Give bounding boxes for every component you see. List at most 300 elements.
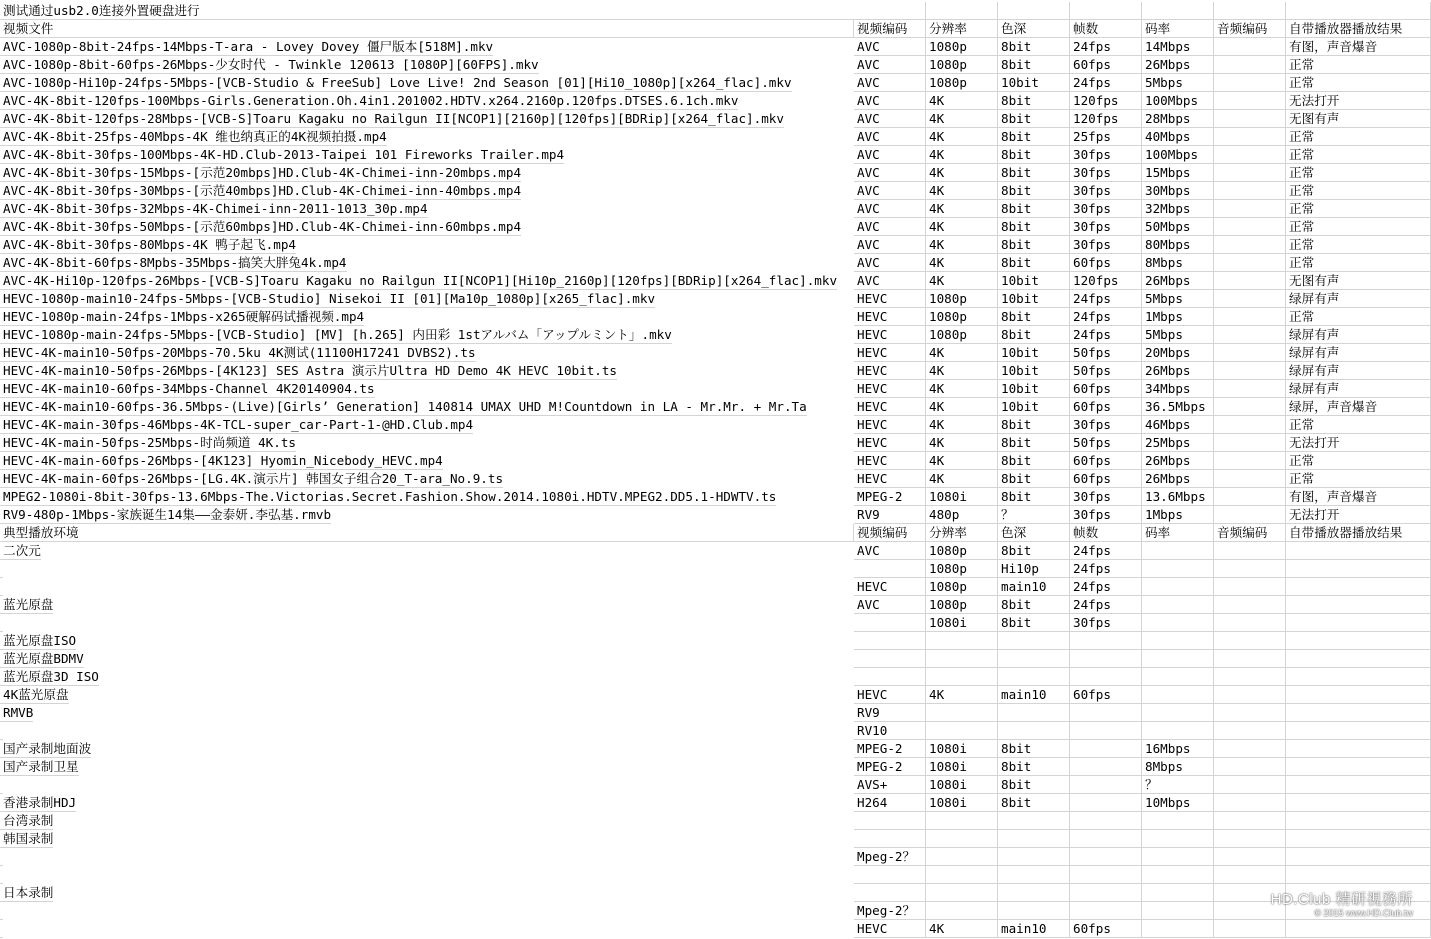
cell-resolution[interactable]: 480p [926, 506, 998, 524]
cell-result[interactable]: 正常 [1286, 56, 1431, 74]
header-bitdepth[interactable]: 色深 [998, 524, 1070, 542]
cell-bitdepth[interactable]: 10bit [998, 362, 1070, 380]
cell-file[interactable] [0, 614, 3, 632]
cell-result[interactable]: 正常 [1286, 164, 1431, 182]
cell-bitrate[interactable]: 20Mbps [1142, 344, 1214, 362]
cell-framerate[interactable]: 60fps [1070, 920, 1142, 938]
cell-framerate[interactable]: 60fps [1070, 380, 1142, 398]
cell-bitdepth[interactable]: 8bit [998, 470, 1070, 488]
header-file[interactable]: 视频文件 [0, 20, 854, 38]
cell-resolution[interactable]: 1080p [926, 56, 998, 74]
cell-codec[interactable]: AVC [854, 38, 926, 56]
cell-audio[interactable] [1214, 560, 1286, 578]
cell-bitrate[interactable]: 26Mbps [1142, 272, 1214, 290]
cell-file[interactable]: 国产录制地面波 [0, 740, 91, 758]
cell-resolution[interactable]: 4K [926, 434, 998, 452]
cell-audio[interactable] [1214, 146, 1286, 164]
sheet-title[interactable]: 测试通过usb2.0连接外置硬盘进行 [0, 2, 854, 20]
cell-bitrate[interactable]: 30Mbps [1142, 182, 1214, 200]
cell-resolution[interactable]: 4K [926, 398, 998, 416]
cell-bitrate[interactable]: 32Mbps [1142, 200, 1214, 218]
cell-result[interactable]: 绿屏有声 [1286, 290, 1431, 308]
cell-resolution[interactable]: 1080p [926, 578, 998, 596]
cell-bitrate[interactable]: 5Mbps [1142, 74, 1214, 92]
cell-result[interactable] [1286, 848, 1431, 866]
cell-result[interactable]: 正常 [1286, 200, 1431, 218]
header-result[interactable]: 自带播放器播放结果 [1286, 524, 1431, 542]
cell-resolution[interactable]: 4K [926, 380, 998, 398]
cell-bitdepth[interactable]: 8bit [998, 218, 1070, 236]
cell-file[interactable]: 台湾录制 [0, 812, 53, 830]
cell-codec[interactable] [854, 884, 926, 902]
cell-framerate-blank[interactable] [1070, 2, 1142, 20]
cell-audio[interactable] [1214, 398, 1286, 416]
cell-codec[interactable]: AVC [854, 596, 926, 614]
cell-codec[interactable] [854, 614, 926, 632]
cell-result[interactable] [1286, 830, 1431, 848]
cell-bitrate[interactable]: 8Mbps [1142, 254, 1214, 272]
cell-bitdepth[interactable] [998, 650, 1070, 668]
cell-bitrate[interactable]: 34Mbps [1142, 380, 1214, 398]
cell-codec[interactable]: HEVC [854, 362, 926, 380]
cell-codec[interactable]: RV9 [854, 506, 926, 524]
cell-file[interactable] [0, 920, 3, 938]
cell-file[interactable]: 蓝光原盘ISO [0, 632, 76, 650]
cell-framerate[interactable] [1070, 884, 1142, 902]
cell-file[interactable]: AVC-1080p-8bit-60fps-26Mbps-少女时代 - Twinkle 120613 [1080P][60FPS].mkv [0, 56, 539, 74]
cell-file[interactable]: AVC-4K-8bit-30fps-50Mbps-[示范60mbps]HD.Club-4K-Chimei-inn-60mbps.mp4 [0, 218, 521, 236]
cell-bitrate[interactable]: 5Mbps [1142, 326, 1214, 344]
cell-bitrate[interactable]: 26Mbps [1142, 56, 1214, 74]
cell-audio[interactable] [1214, 812, 1286, 830]
cell-bitrate[interactable]: 100Mbps [1142, 146, 1214, 164]
cell-resolution[interactable] [926, 866, 998, 884]
cell-framerate[interactable]: 120fps [1070, 272, 1142, 290]
cell-bitrate[interactable] [1142, 884, 1214, 902]
cell-audio[interactable] [1214, 182, 1286, 200]
cell-file[interactable] [0, 848, 3, 866]
cell-audio[interactable] [1214, 506, 1286, 524]
cell-result[interactable] [1286, 920, 1431, 938]
cell-bitdepth[interactable]: 8bit [998, 182, 1070, 200]
cell-result[interactable]: 绿屏有声 [1286, 362, 1431, 380]
cell-framerate[interactable]: 30fps [1070, 200, 1142, 218]
cell-bitdepth[interactable] [998, 866, 1070, 884]
cell-resolution[interactable]: 4K [926, 218, 998, 236]
cell-framerate[interactable] [1070, 866, 1142, 884]
cell-framerate[interactable] [1070, 848, 1142, 866]
cell-resolution[interactable]: 1080i [926, 776, 998, 794]
cell-framerate[interactable]: 120fps [1070, 110, 1142, 128]
cell-file[interactable]: 国产录制卫星 [0, 758, 79, 776]
cell-audio[interactable] [1214, 632, 1286, 650]
cell-framerate[interactable]: 30fps [1070, 488, 1142, 506]
cell-framerate[interactable]: 60fps [1070, 254, 1142, 272]
cell-audio[interactable] [1214, 614, 1286, 632]
cell-result[interactable] [1286, 542, 1431, 560]
cell-bitrate[interactable] [1142, 848, 1214, 866]
cell-file[interactable]: HEVC-1080p-main-24fps-5Mbps-[VCB-Studio] [MV] [h.265] 内田彩 1stアルバム「アップルミント」.mkv [0, 326, 672, 344]
cell-file[interactable]: HEVC-1080p-main10-24fps-5Mbps-[VCB-Studio] Nisekoi II [01][Ma10p_1080p][x265_flac].mkv [0, 290, 655, 308]
header-bitrate[interactable]: 码率 [1142, 524, 1214, 542]
cell-resolution[interactable]: 4K [926, 470, 998, 488]
cell-resolution[interactable]: 4K [926, 146, 998, 164]
cell-resolution[interactable]: 1080p [926, 74, 998, 92]
cell-codec[interactable]: AVC [854, 254, 926, 272]
cell-result[interactable]: 无图有声 [1286, 110, 1431, 128]
cell-result[interactable]: 正常 [1286, 146, 1431, 164]
cell-codec[interactable]: AVC [854, 146, 926, 164]
cell-file[interactable]: AVC-1080p-Hi10p-24fps-5Mbps-[VCB-Studio & FreeSub] Love Live! 2nd Season [01][Hi10_1080p][x264_flac].mkv [0, 74, 792, 92]
cell-bitrate[interactable]: 15Mbps [1142, 164, 1214, 182]
cell-audio[interactable] [1214, 722, 1286, 740]
header-codec[interactable]: 视频编码 [854, 524, 926, 542]
cell-resolution[interactable] [926, 902, 998, 920]
cell-bitdepth[interactable] [998, 632, 1070, 650]
cell-bitdepth[interactable]: 8bit [998, 146, 1070, 164]
cell-result[interactable]: 正常 [1286, 416, 1431, 434]
cell-result[interactable] [1286, 722, 1431, 740]
cell-result[interactable]: 有图，声音爆音 [1286, 488, 1431, 506]
cell-audio[interactable] [1214, 470, 1286, 488]
cell-file[interactable]: 二次元 [0, 542, 41, 560]
cell-bitrate[interactable]: 16Mbps [1142, 740, 1214, 758]
cell-framerate[interactable]: 60fps [1070, 398, 1142, 416]
cell-audio[interactable] [1214, 578, 1286, 596]
cell-codec[interactable]: AVC [854, 236, 926, 254]
cell-audio[interactable] [1214, 434, 1286, 452]
cell-result[interactable] [1286, 668, 1431, 686]
cell-file[interactable]: 日本录制 [0, 884, 53, 902]
cell-bitrate[interactable] [1142, 542, 1214, 560]
cell-framerate[interactable]: 30fps [1070, 146, 1142, 164]
cell-codec[interactable]: HEVC [854, 416, 926, 434]
cell-resolution[interactable] [926, 812, 998, 830]
cell-audio[interactable] [1214, 416, 1286, 434]
cell-codec[interactable]: AVS+ [854, 776, 926, 794]
cell-bitdepth[interactable]: 8bit [998, 164, 1070, 182]
cell-file[interactable]: MPEG2-1080i-8bit-30fps-13.6Mbps-The.Victorias.Secret.Fashion.Show.2014.1080i.HDTV.MPEG2.DD5.1-HDWTV.ts [0, 488, 776, 506]
cell-bitdepth[interactable] [998, 668, 1070, 686]
cell-bitdepth[interactable]: 10bit [998, 398, 1070, 416]
cell-result[interactable]: 正常 [1286, 128, 1431, 146]
cell-resolution[interactable]: 4K [926, 272, 998, 290]
cell-bitrate[interactable] [1142, 722, 1214, 740]
cell-codec[interactable]: AVC [854, 56, 926, 74]
cell-framerate[interactable] [1070, 650, 1142, 668]
cell-result-blank[interactable] [1286, 2, 1431, 20]
cell-file[interactable]: 香港录制HDJ [0, 794, 76, 812]
cell-framerate[interactable]: 24fps [1070, 308, 1142, 326]
cell-framerate[interactable]: 24fps [1070, 542, 1142, 560]
cell-bitrate[interactable]: 26Mbps [1142, 470, 1214, 488]
cell-resolution[interactable]: 1080p [926, 326, 998, 344]
cell-bitdepth[interactable]: 10bit [998, 290, 1070, 308]
cell-file[interactable]: 蓝光原盘 [0, 596, 53, 614]
cell-bitrate[interactable]: 50Mbps [1142, 218, 1214, 236]
cell-codec[interactable]: HEVC [854, 920, 926, 938]
cell-bitrate[interactable]: 10Mbps [1142, 794, 1214, 812]
cell-resolution[interactable]: 4K [926, 920, 998, 938]
cell-codec[interactable]: HEVC [854, 308, 926, 326]
cell-file[interactable]: HEVC-4K-main10-60fps-34Mbps-Channel 4K20140904.ts [0, 380, 375, 398]
cell-codec[interactable]: AVC [854, 542, 926, 560]
cell-bitrate[interactable]: 1Mbps [1142, 308, 1214, 326]
header-codec[interactable]: 视频编码 [854, 20, 926, 38]
cell-bitrate[interactable]: 80Mbps [1142, 236, 1214, 254]
cell-resolution[interactable]: 1080i [926, 614, 998, 632]
cell-file[interactable]: 韩国录制 [0, 830, 53, 848]
cell-bitrate[interactable] [1142, 920, 1214, 938]
cell-bitdepth[interactable]: 8bit [998, 434, 1070, 452]
cell-codec[interactable]: RV9 [854, 704, 926, 722]
cell-result[interactable]: 绿屏有声 [1286, 344, 1431, 362]
cell-bitrate[interactable] [1142, 560, 1214, 578]
cell-file[interactable]: AVC-4K-8bit-30fps-15Mbps-[示范20mbps]HD.Club-4K-Chimei-inn-20mbps.mp4 [0, 164, 521, 182]
cell-bitdepth[interactable] [998, 704, 1070, 722]
cell-result[interactable] [1286, 794, 1431, 812]
cell-result[interactable] [1286, 758, 1431, 776]
cell-bitdepth[interactable]: ？ [998, 506, 1070, 524]
cell-file[interactable]: AVC-4K-8bit-30fps-30Mbps-[示范40mbps]HD.Club-4K-Chimei-inn-40mbps.mp4 [0, 182, 521, 200]
cell-bitrate[interactable] [1142, 902, 1214, 920]
cell-result[interactable]: 绿屏，声音爆音 [1286, 398, 1431, 416]
cell-audio[interactable] [1214, 920, 1286, 938]
cell-result[interactable]: 无法打开 [1286, 506, 1431, 524]
cell-framerate[interactable] [1070, 902, 1142, 920]
cell-codec[interactable] [854, 668, 926, 686]
cell-audio[interactable] [1214, 272, 1286, 290]
cell-file[interactable]: AVC-4K-8bit-120fps-100Mbps-Girls.Generation.Oh.4in1.201002.HDTV.x264.2160p.120fps.DTSES.6.1ch.mkv [0, 92, 738, 110]
cell-bitdepth[interactable]: 8bit [998, 596, 1070, 614]
header-framerate[interactable]: 帧数 [1070, 20, 1142, 38]
cell-framerate[interactable]: 60fps [1070, 470, 1142, 488]
cell-audio[interactable] [1214, 164, 1286, 182]
cell-resolution[interactable] [926, 830, 998, 848]
cell-framerate[interactable] [1070, 740, 1142, 758]
cell-codec[interactable]: AVC [854, 272, 926, 290]
cell-resolution[interactable]: 4K [926, 164, 998, 182]
cell-framerate[interactable]: 24fps [1070, 326, 1142, 344]
cell-bitdepth[interactable]: 8bit [998, 542, 1070, 560]
cell-file[interactable]: 4K蓝光原盘 [0, 686, 69, 704]
cell-audio[interactable] [1214, 380, 1286, 398]
cell-file[interactable] [0, 722, 3, 740]
cell-framerate[interactable]: 50fps [1070, 344, 1142, 362]
cell-codec[interactable] [854, 866, 926, 884]
cell-file[interactable] [0, 560, 3, 578]
cell-resolution[interactable]: 1080i [926, 740, 998, 758]
cell-result[interactable] [1286, 632, 1431, 650]
cell-framerate[interactable]: 50fps [1070, 362, 1142, 380]
cell-audio[interactable] [1214, 740, 1286, 758]
cell-framerate[interactable] [1070, 830, 1142, 848]
cell-bitdepth[interactable]: 8bit [998, 254, 1070, 272]
cell-file[interactable] [0, 578, 3, 596]
cell-file[interactable] [0, 866, 3, 884]
cell-result[interactable] [1286, 596, 1431, 614]
cell-audio[interactable] [1214, 308, 1286, 326]
cell-codec[interactable]: HEVC [854, 380, 926, 398]
cell-bitdepth[interactable]: 8bit [998, 326, 1070, 344]
cell-framerate[interactable]: 24fps [1070, 74, 1142, 92]
cell-framerate[interactable]: 24fps [1070, 290, 1142, 308]
header-bitdepth[interactable]: 色深 [998, 20, 1070, 38]
cell-result[interactable] [1286, 614, 1431, 632]
cell-codec[interactable]: HEVC [854, 452, 926, 470]
cell-file[interactable] [0, 776, 3, 794]
cell-audio[interactable] [1214, 830, 1286, 848]
cell-bitrate[interactable]: 14Mbps [1142, 38, 1214, 56]
cell-codec[interactable]: HEVC [854, 434, 926, 452]
cell-resolution[interactable]: 4K [926, 344, 998, 362]
cell-framerate[interactable]: 60fps [1070, 56, 1142, 74]
cell-bitdepth[interactable] [998, 884, 1070, 902]
cell-codec[interactable] [854, 632, 926, 650]
cell-resolution[interactable]: 1080p [926, 290, 998, 308]
cell-resolution[interactable]: 4K [926, 416, 998, 434]
cell-resolution-blank[interactable] [926, 2, 998, 20]
cell-bitrate[interactable]: 5Mbps [1142, 290, 1214, 308]
cell-framerate[interactable] [1070, 668, 1142, 686]
cell-codec[interactable]: AVC [854, 74, 926, 92]
cell-bitdepth[interactable]: 8bit [998, 128, 1070, 146]
cell-resolution[interactable] [926, 650, 998, 668]
cell-bitrate[interactable] [1142, 830, 1214, 848]
cell-framerate[interactable]: 30fps [1070, 416, 1142, 434]
cell-framerate[interactable] [1070, 722, 1142, 740]
cell-result[interactable]: 无图有声 [1286, 272, 1431, 290]
cell-audio[interactable] [1214, 758, 1286, 776]
cell-result[interactable] [1286, 776, 1431, 794]
cell-result[interactable] [1286, 812, 1431, 830]
cell-bitrate[interactable]: 40Mbps [1142, 128, 1214, 146]
cell-audio[interactable] [1214, 866, 1286, 884]
cell-framerate[interactable]: 24fps [1070, 578, 1142, 596]
cell-bitdepth[interactable]: 10bit [998, 380, 1070, 398]
cell-audio[interactable] [1214, 668, 1286, 686]
cell-bitdepth[interactable]: Hi10p [998, 560, 1070, 578]
cell-audio[interactable] [1214, 128, 1286, 146]
cell-codec[interactable]: RV10 [854, 722, 926, 740]
cell-audio[interactable] [1214, 92, 1286, 110]
cell-framerate[interactable]: 50fps [1070, 434, 1142, 452]
cell-bitrate[interactable]: 25Mbps [1142, 434, 1214, 452]
cell-file[interactable]: HEVC-1080p-main-24fps-1Mbps-x265硬解码试播视频.mp4 [0, 308, 364, 326]
cell-bitrate[interactable] [1142, 632, 1214, 650]
cell-bitrate[interactable]: 1Mbps [1142, 506, 1214, 524]
cell-result[interactable] [1286, 686, 1431, 704]
cell-codec[interactable]: AVC [854, 92, 926, 110]
cell-bitdepth[interactable]: 8bit [998, 110, 1070, 128]
cell-framerate[interactable]: 30fps [1070, 236, 1142, 254]
cell-bitdepth[interactable]: 10bit [998, 344, 1070, 362]
cell-framerate[interactable] [1070, 794, 1142, 812]
cell-bitdepth[interactable]: 8bit [998, 308, 1070, 326]
cell-result[interactable]: 正常 [1286, 182, 1431, 200]
header-result[interactable]: 自带播放器播放结果 [1286, 20, 1431, 38]
cell-bitrate[interactable] [1142, 578, 1214, 596]
cell-file[interactable]: 蓝光原盘3D ISO [0, 668, 99, 686]
cell-file[interactable]: HEVC-4K-main10-50fps-26Mbps-[4K123] SES Astra 演示片Ultra HD Demo 4K HEVC 10bit.ts [0, 362, 617, 380]
cell-framerate[interactable] [1070, 704, 1142, 722]
cell-file[interactable]: RV9-480p-1Mbps-家族诞生14集——金泰妍.李弘基.rmvb [0, 506, 331, 524]
cell-bitdepth-blank[interactable] [998, 2, 1070, 20]
cell-bitrate[interactable]: ？ [1142, 776, 1214, 794]
cell-audio[interactable] [1214, 56, 1286, 74]
cell-framerate[interactable]: 24fps [1070, 38, 1142, 56]
header-file[interactable]: 典型播放环境 [0, 524, 854, 542]
cell-framerate[interactable]: 24fps [1070, 596, 1142, 614]
cell-framerate[interactable]: 24fps [1070, 560, 1142, 578]
cell-resolution[interactable] [926, 848, 998, 866]
cell-resolution[interactable]: 4K [926, 128, 998, 146]
cell-bitdepth[interactable]: 8bit [998, 236, 1070, 254]
header-audio[interactable]: 音频编码 [1214, 524, 1286, 542]
cell-bitdepth[interactable]: 8bit [998, 416, 1070, 434]
cell-codec[interactable]: Mpeg-2？ [854, 902, 926, 920]
cell-audio[interactable] [1214, 236, 1286, 254]
cell-codec[interactable]: Mpeg-2？ [854, 848, 926, 866]
header-resolution[interactable]: 分辨率 [926, 524, 998, 542]
cell-codec[interactable]: HEVC [854, 290, 926, 308]
cell-bitdepth[interactable]: 8bit [998, 200, 1070, 218]
cell-bitrate[interactable]: 26Mbps [1142, 452, 1214, 470]
cell-file[interactable]: AVC-4K-8bit-30fps-100Mbps-4K-HD.Club-2013-Taipei 101 Fireworks Trailer.mp4 [0, 146, 564, 164]
cell-file[interactable]: 蓝光原盘BDMV [0, 650, 84, 668]
cell-result[interactable]: 无法打开 [1286, 434, 1431, 452]
cell-bitdepth[interactable]: main10 [998, 686, 1070, 704]
cell-bitdepth[interactable]: 8bit [998, 758, 1070, 776]
cell-resolution[interactable]: 1080p [926, 38, 998, 56]
cell-audio[interactable] [1214, 200, 1286, 218]
cell-codec[interactable]: AVC [854, 200, 926, 218]
cell-resolution[interactable] [926, 704, 998, 722]
cell-codec[interactable]: AVC [854, 164, 926, 182]
cell-codec[interactable]: AVC [854, 128, 926, 146]
cell-resolution[interactable]: 1080i [926, 758, 998, 776]
cell-codec[interactable] [854, 560, 926, 578]
cell-resolution[interactable]: 4K [926, 182, 998, 200]
cell-audio[interactable] [1214, 542, 1286, 560]
cell-bitrate[interactable] [1142, 812, 1214, 830]
cell-resolution[interactable] [926, 722, 998, 740]
cell-framerate[interactable] [1070, 758, 1142, 776]
cell-bitdepth[interactable]: 8bit [998, 452, 1070, 470]
cell-audio[interactable] [1214, 362, 1286, 380]
cell-audio[interactable] [1214, 848, 1286, 866]
cell-resolution[interactable]: 1080p [926, 308, 998, 326]
cell-resolution[interactable]: 4K [926, 362, 998, 380]
cell-codec[interactable] [854, 650, 926, 668]
cell-audio[interactable] [1214, 74, 1286, 92]
cell-bitdepth[interactable]: 8bit [998, 38, 1070, 56]
cell-bitrate[interactable] [1142, 614, 1214, 632]
cell-result[interactable]: 正常 [1286, 452, 1431, 470]
cell-resolution[interactable]: 4K [926, 236, 998, 254]
cell-file[interactable]: HEVC-4K-main-50fps-25Mbps-时尚频道 4K.ts [0, 434, 296, 452]
cell-bitrate[interactable]: 100Mbps [1142, 92, 1214, 110]
cell-result[interactable] [1286, 650, 1431, 668]
cell-bitdepth[interactable] [998, 902, 1070, 920]
cell-result[interactable]: 绿屏有声 [1286, 380, 1431, 398]
cell-audio[interactable] [1214, 650, 1286, 668]
cell-bitrate[interactable]: 28Mbps [1142, 110, 1214, 128]
cell-framerate[interactable]: 60fps [1070, 686, 1142, 704]
cell-resolution[interactable]: 1080p [926, 596, 998, 614]
cell-codec[interactable]: HEVC [854, 578, 926, 596]
cell-file[interactable]: AVC-1080p-8bit-24fps-14Mbps-T-ara - Lovey Dovey 僵尸版本[518M].mkv [0, 38, 493, 56]
